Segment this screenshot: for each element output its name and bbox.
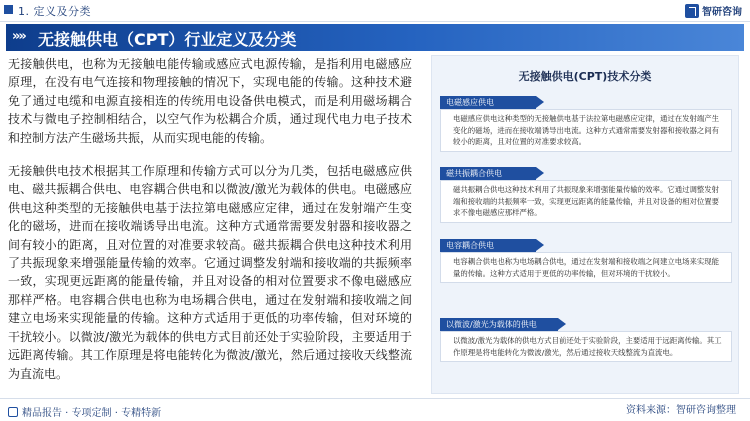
category-tag: 磁共振耦合供电 <box>440 167 536 180</box>
category-tag: 电磁感应供电 <box>440 96 536 109</box>
category-tag: 电容耦合供电 <box>440 239 536 252</box>
category-card-electromagnetic <box>440 96 732 152</box>
brand <box>685 3 742 18</box>
brand-logo-icon <box>685 4 699 18</box>
footer-left <box>8 404 161 419</box>
category-desc: 电磁感应供电这种类型的无接触供电基于法拉第电磁感应定律，通过在发射端产生变化的磁场，进而在接收端诱导出电流。这种方式通常需要发射器和接收器之间有较小的距离，且对位置的对准要求较高。 <box>440 109 732 152</box>
category-desc: 以微波/激光为载体的供电方式目前还处于实验阶段，主要适用于远距离传输。其工作原理是将电能转化为微波/激光，然后通过接收天线整流为直流电。 <box>440 331 732 362</box>
panel-title: 无接触供电(CPT)技术分类 <box>518 70 652 83</box>
top-bar <box>0 0 750 22</box>
category-desc: 电容耦合供电也称为电场耦合供电，通过在发射端和接收端之间建立电场来实现能量的传输。这种方式适用于更低的功率传输，但对环境的干扰较小。 <box>440 252 732 283</box>
footer <box>0 398 750 421</box>
brand-name: 智研咨询 <box>702 7 742 18</box>
body-text <box>8 55 412 383</box>
section-label: 1. 定义及分类 <box>18 5 91 18</box>
page-title: 无接触供电（CPT）行业定义及分类 <box>38 30 297 49</box>
category-card-magnetic-resonance <box>440 167 732 223</box>
category-card-capacitive <box>440 239 732 283</box>
paragraph-classification: 无接触供电技术根据其工作原理和传输方式可以分为几类，包括电磁感应供电、磁共振耦合供电、电容耦合供电和以微波/激光为载体的供电。电磁感应供电这种类型的无接触供电基于法拉第电磁感应定律，通过在发射端产生变化的磁场，进而在接收端诱导出电流。这种方式通常需要发射器和接收器之间有较小的距离，且对位置的对准要求较高。磁共振耦合供电这种技术利用了共振现象来增强能量传输的效率。它通过调整发射端和接收端的共振频率一致，实现更远距离的能量传输，并且对设备的相对位置要求不像电磁感应那样严格。电容耦合供电也称为电场耦合供电，通过在发射端和接收端之间建立电场来实现能量的传输。这种方式适用于更低的功率传输，但对环境的干扰较小。以微波/激光为载体的供电方式目前还处于实验阶段，主要适用于远距离传输。其工作原理是将电能转化为微波/激光，然后通过接收天线整流为直流电。 <box>8 164 412 381</box>
report-icon <box>8 407 18 417</box>
footer-slogan: 精品报告 · 专项定制 · 专精特新 <box>22 408 162 419</box>
category-desc: 磁共振耦合供电这种技术利用了共振现象来增强能量传输的效率。它通过调整发射端和接收端的共振频率一致，实现更远距离的能量传输，并且对设备的相对位置要求不像电磁感应那样严格。 <box>440 180 732 223</box>
category-tag: 以微波/激光为载体的供电 <box>440 318 558 331</box>
paragraph-intro: 无接触供电，也称为无接触电能传输或感应式电源传输，是指利用电磁感应原理，在没有电气连接和物理接触的情况下，实现电能的传输。这种技术避免了通过电缆和电源直接相连的传统用电设备供电模式，而是利用磁场耦合技术与微电子控制相结合，以空气作为松耦合介质，通过现代电力电子技术和控制方法产生磁场共振，从而实现电能的传输。 <box>8 57 412 145</box>
classification-panel <box>431 55 739 394</box>
chevron-right-icon: »» <box>12 29 25 44</box>
category-card-microwave-laser <box>440 318 732 362</box>
section-marker-icon <box>4 5 13 14</box>
source-note: 资料来源：智研咨询整理 <box>626 405 736 416</box>
title-bar <box>6 24 744 51</box>
